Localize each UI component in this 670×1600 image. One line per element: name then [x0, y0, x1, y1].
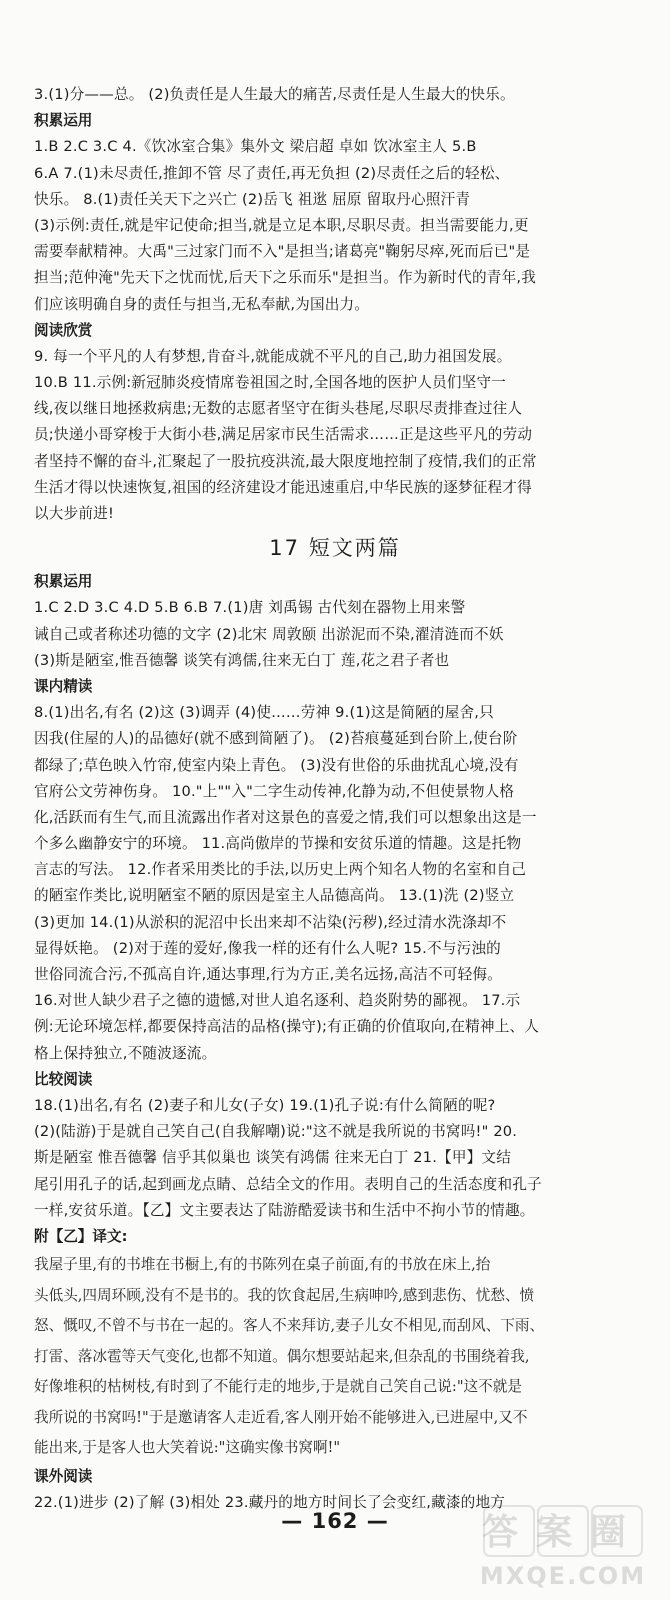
text-line: 个多么幽静安宁的环境。 11.高尚傲岸的节操和安贫乐道的情趣。这是托物 — [34, 835, 522, 853]
watermark-text: 答案圈 — [481, 1512, 645, 1553]
text-line: 员;快递小哥穿梭于大街小巷,满足居家市民生活需求……正是这些平凡的劳动 — [34, 426, 533, 444]
text-line: 生活才得以快速恢复,祖国的经济建设才能迅速重启,中华民族的逐梦征程才得 — [34, 478, 532, 496]
text-line: 都绿了;草色映入竹帘,使室内染上青色。 (3)没有世俗的乐曲扰乱心境,没有 — [34, 756, 519, 774]
translation-heading: 附【乙】译文: — [34, 1227, 128, 1245]
text-line: 者坚持不懈的奋斗,汇聚起了一股抗疫洪流,最大限度地控制了疫情,我们的正常 — [34, 452, 537, 470]
text-line: 16.对世人缺少君子之德的遗憾,对世人追名逐利、趋炎附势的鄙视。 17.示 — [34, 992, 521, 1010]
text-line: 18.(1)出名,有名 (2)妻子和儿女(子女) 19.(1)孔子说:有什么简陋的呢? — [34, 1096, 496, 1114]
text-line: 化,活跃而有生气,而且流露出作者对这景色的喜爱之情,我们可以想象出这是一 — [34, 808, 537, 826]
text-line: 3.(1)分——总。 (2)负责任是人生最大的痛苦,尽责任是人生最大的快乐。 — [34, 86, 515, 103]
watermark-logo-graphic — [456, 1500, 656, 1596]
text-line: 担当;范仲淹"先天下之忧而忧,后天下之乐而乐"是担当。作为新时代的青年,我 — [34, 269, 537, 287]
translation-line: 头低头,四周环顾,没有不是书的。我的饮食起居,生病呻吟,感到悲伤、忧愁、愤 — [34, 1286, 535, 1304]
translation-line: 我屋子里,有的书堆在书橱上,有的书陈列在桌子前面,有的书放在床上,抬 — [34, 1256, 491, 1274]
text-line: 因我(住屋的人)的品德好(就不感到简陋了)。 (2)苔痕蔓延到台阶上,使台阶 — [34, 730, 518, 748]
translation-line: 怒、慨叹,不曾不与书在一起的。客人不来拜访,妻子儿女不相见,而刮风、下雨、 — [34, 1317, 545, 1335]
section-heading-bijiao: 比较阅读 — [34, 1070, 93, 1088]
answer-block-1 — [34, 82, 636, 108]
text-line: 需要奉献精神。大禹"三过家门而不入"是担当;诸葛亮"鞠躬尽瘁,死而后已"是 — [34, 243, 531, 261]
text-line: 22.(1)进步 (2)了解 (3)相处 23.藏丹的地方时间长了会变红,藏漆的地方 — [34, 1493, 506, 1511]
answer-block-6 — [34, 1093, 636, 1224]
text-line: 言志的写法。 12.作者采用类比的手法,以历史上两个知名人物的名室和自己 — [34, 861, 527, 879]
translation-line: 能出来,于是客人也大笑着说:"这确实像书窝啊!" — [34, 1439, 341, 1457]
lesson-title: 17 短文两篇 — [269, 536, 401, 561]
text-line: 1.B 2.C 3.C 4.《饮冰室合集》集外文 梁启超 卓如 饮冰室主人 5.B — [34, 138, 477, 156]
text-line: 例:无论环境怎样,都要保持高洁的品格(操守);有正确的价值取向,在精神上、人 — [34, 1018, 540, 1036]
text-line: 6.A 7.(1)未尽责任,推卸不管 尽了责任,再无负担 (2)尽责任之后的轻松、 — [34, 164, 510, 182]
text-line: 显得妖艳。 (2)对于莲的爱好,像我一样的还有什么人呢? 15.不与污浊的 — [34, 939, 501, 957]
translation-line: 打雷、落冰雹等天气变化,也都不知道。偶尔想要站起来,但杂乱的书围绕着我, — [34, 1347, 530, 1365]
section-heading-kenei: 课内精读 — [34, 677, 93, 695]
answer-block-5 — [34, 700, 636, 1067]
section-heading-kewai: 课外阅读 — [34, 1467, 93, 1485]
text-line: 尾引用孔子的话,起到画龙点睛、总结全文的作用。表明自己的生活态度和孔子 — [34, 1175, 542, 1193]
text-line: (3)示例:责任,就是牢记使命;担当,就是立足本职,尽职尽责。担当需要能力,更 — [34, 216, 529, 234]
section-heading-jilei-2: 积累运用 — [34, 573, 93, 591]
text-line: 快乐。 8.(1)责任关天下之兴亡 (2)岳飞 祖逖 屈原 留取丹心照汗青 — [34, 190, 471, 208]
text-line: (3)更加 14.(1)从淤积的泥沼中长出来却不沾染(污秽),经过清水洗涤却不 — [34, 913, 507, 931]
watermark-url: MXQE.COM — [479, 1562, 647, 1590]
text-line: 8.(1)出名,有名 (2)这 (3)调弄 (4)使……劳神 9.(1)这是简陋的屋舍,只 — [34, 704, 494, 722]
text-line: 的陋室作类比,说明陋室不陋的原因是室主人品德高尚。 13.(1)洗 (2)竖立 — [34, 887, 515, 905]
text-line: 世俗同流合污,不孤高自许,通达事理,行为方正,美名远扬,高洁不可轻侮。 — [34, 966, 503, 983]
text-line: 线,夜以继日地拯救病患;无数的志愿者坚守在街头巷尾,尽职尽责排查过往人 — [34, 400, 523, 418]
text-line: 9. 每一个平凡的人有梦想,肯奋斗,就能成就不平凡的自己,助力祖国发展。 — [34, 347, 512, 365]
text-line: 10.B 11.示例:新冠肺炎疫情席卷祖国之时,全国各地的医护人员们坚守一 — [34, 374, 507, 392]
text-line: 格上保持独立,不随波逐流。 — [34, 1044, 217, 1062]
section-heading-jilei: 积累运用 — [34, 112, 93, 130]
text-line: (3)斯是陋室,惟吾德馨 谈笑有鸿儒,往来无白丁 莲,花之君子者也 — [34, 651, 450, 669]
answer-block-3 — [34, 344, 636, 527]
text-line: 以大步前进! — [34, 505, 115, 522]
section-heading-yuedu: 阅读欣赏 — [34, 321, 93, 339]
text-line: 诫自己或者称述功德的文字 (2)北宋 周敦颐 出淤泥而不染,濯清涟而不妖 — [34, 625, 504, 643]
translation-line: 好像堆积的枯树枝,有时到了不能行走的地步,于是就自己笑自己说:"这不就是 — [34, 1378, 522, 1396]
text-line: 斯是陋室 惟吾德馨 信乎其似巢也 谈笑有鸿儒 往来无白丁 21.【甲】文结 — [34, 1149, 512, 1167]
answer-block-4 — [34, 595, 636, 674]
page-number: — 162 — — [281, 1509, 389, 1533]
translation-block — [34, 1250, 636, 1464]
text-line: (2)(陆游)于是就自己笑自己(自我解嘲)说:"这不就是我所说的书窝吗!" 20. — [34, 1123, 518, 1141]
text-line: 1.C 2.D 3.C 4.D 5.B 6.B 7.(1)唐 刘禹锡 古代刻在器物上用来警 — [34, 599, 466, 617]
watermark-logo — [456, 1500, 656, 1596]
translation-line: 我所说的书窝吗!"于是邀请客人走近看,客人刚开始不能够进入,已进屋中,又不 — [34, 1408, 528, 1426]
text-line: 官府公文劳神伤身。 10."上""入"二字生动传神,化静为动,不但使景物人格 — [34, 782, 515, 800]
text-line: 一样,安贫乐道。【乙】文主要表达了陆游酷爱读书和生活中不拘小节的情趣。 — [34, 1201, 535, 1219]
answer-block-2 — [34, 134, 636, 317]
text-line: 们应该明确自身的责任与担当,无私奉献,为国出力。 — [34, 295, 370, 313]
